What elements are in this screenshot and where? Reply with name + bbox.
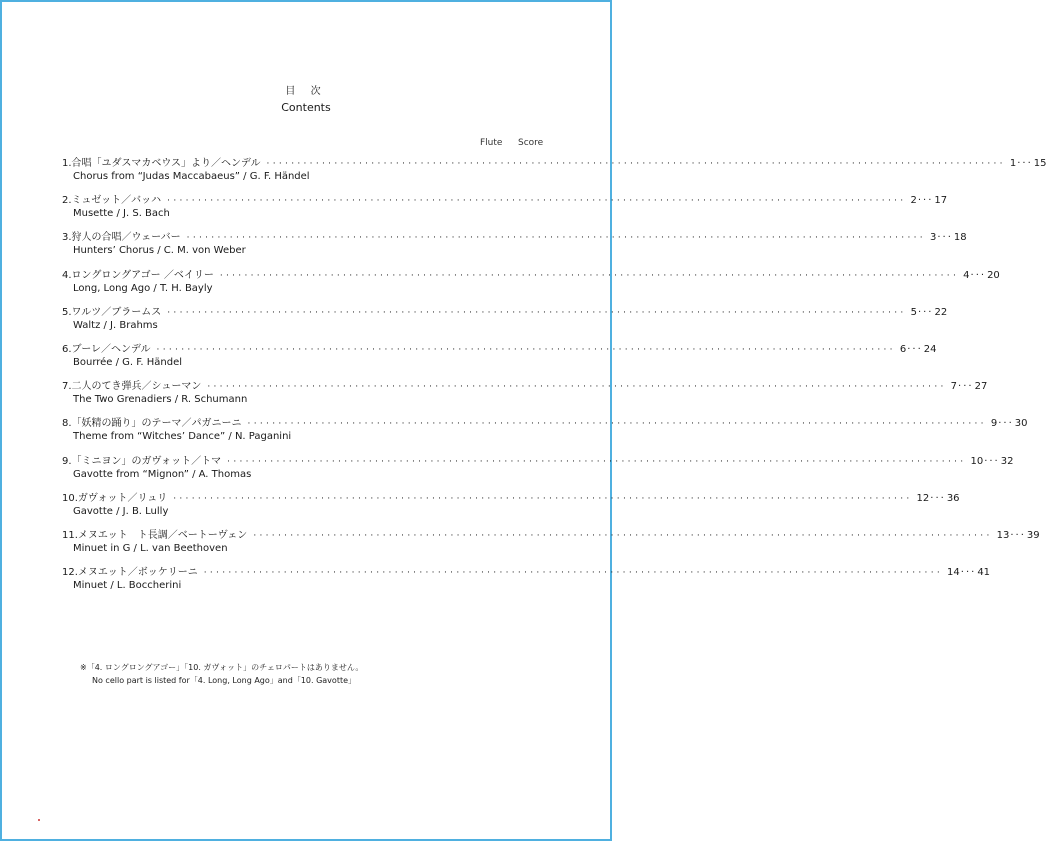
toc-entry[interactable] — [62, 377, 988, 414]
flute-page: 7 — [950, 381, 958, 393]
entry-title-english: Gavotte / J. B. Lully — [73, 505, 169, 517]
entry-pages: 12···36 — [916, 492, 960, 504]
entry-number: 1. — [62, 158, 72, 169]
entry-title-japanese: 二人のてき弾兵／シューマン — [71, 381, 202, 393]
footnote-english: No cello part is listed for「4. Long, Long Ago」and「10. Gavotte」 — [92, 676, 357, 685]
entry-title-english: Waltz / J. Brahms — [73, 319, 158, 331]
entry-pages: 2···17 — [910, 195, 948, 207]
flute-page: 12 — [916, 492, 930, 504]
dot-leader: ························································································································ — [203, 568, 944, 579]
flute-page: 10 — [970, 455, 984, 467]
dot-leader: ························································································································ — [167, 196, 907, 207]
flute-page: 2 — [910, 195, 917, 207]
entry-title-english: Minuet in G / L. van Beethoven — [73, 542, 228, 554]
dot-leader: ························································································································ — [173, 493, 913, 504]
dot-leader: ························································································································ — [227, 456, 967, 467]
page-title: Contents — [281, 101, 331, 114]
toc-entry[interactable] — [62, 303, 948, 340]
toc-entry[interactable] — [62, 563, 991, 600]
entry-number: 9. — [62, 455, 72, 467]
dot-leader: ························································································································ — [156, 344, 896, 355]
flute-page: 5 — [910, 306, 917, 318]
dot-leader: ························································································································ — [266, 159, 1006, 169]
entry-title-english: Bourrée / G. F. Händel — [73, 356, 183, 368]
entry-pages: 1···15 — [1009, 158, 1047, 169]
entry-pages: 9···30 — [990, 418, 1028, 430]
flute-page: 4 — [963, 269, 970, 281]
entry-title-japanese: ロングロングアゴー ／ベイリー — [71, 269, 214, 281]
entry-title-english: Theme from “Witches’ Dance” / N. Paganini — [73, 431, 292, 443]
toc-entry[interactable] — [62, 452, 1014, 489]
page-title-japanese: 目 次 — [285, 86, 327, 97]
entry-title-english: Long, Long Ago / T. H. Bayly — [73, 282, 213, 294]
flute-page: 9 — [990, 418, 998, 430]
dot-leader: ························································································································ — [219, 270, 960, 281]
score-page: 41 — [977, 567, 991, 579]
entry-title-japanese: メヌエット／ボッケリーニ — [77, 567, 198, 579]
entry-pages: 14···41 — [947, 567, 991, 579]
entry-number: 12. — [62, 567, 78, 579]
flute-page: 1 — [1009, 158, 1017, 169]
entry-title-english: The Two Grenadiers / R. Schumann — [73, 394, 248, 406]
entry-number: 8. — [62, 418, 72, 430]
score-page: 30 — [1014, 418, 1028, 430]
entry-title-japanese: 「妖精の踊り」のテーマ／パガニーニ — [71, 418, 242, 430]
entry-number: 11. — [62, 529, 78, 541]
column-header-score: Score — [518, 138, 544, 148]
entry-title-english: Minuet / L. Boccherini — [73, 580, 182, 592]
entry-title-japanese: ワルツ／ブラームス — [71, 306, 162, 318]
score-page: 15 — [1033, 158, 1047, 169]
entry-pages: 3···18 — [929, 232, 967, 244]
score-page: 20 — [987, 269, 1000, 281]
toc-entry[interactable] — [62, 154, 1047, 191]
entry-title-japanese: メヌエット ト長調／ベートーヴェン — [77, 529, 248, 541]
entry-title-english: Musette / J. S. Bach — [73, 208, 170, 220]
entry-pages: 13···39 — [996, 529, 1040, 541]
score-page: 17 — [934, 195, 948, 207]
entry-title-japanese: 合唱「ユダスマカベウス」より／ヘンデル — [71, 158, 261, 169]
dot-leader: ························································································································ — [207, 382, 947, 393]
entry-pages: 4···20 — [963, 269, 1000, 281]
entry-number: 10. — [62, 492, 78, 504]
score-page: 18 — [953, 232, 967, 244]
score-page: 27 — [974, 381, 988, 393]
dot-leader: ························································································································ — [247, 419, 987, 430]
entry-number: 2. — [62, 195, 72, 207]
toc-entry[interactable] — [62, 191, 948, 228]
toc-entry[interactable] — [62, 489, 960, 526]
entry-pages: 10···32 — [970, 455, 1014, 467]
flute-page: 14 — [947, 567, 960, 579]
dot-leader: ························································································································ — [167, 307, 907, 318]
entry-title-japanese: ガヴォット／リュリ — [77, 492, 168, 504]
footnote-japanese: ※「4. ロングロングアゴー」「10. ガヴォット」のチェロパートはありません。 — [80, 663, 364, 672]
entry-pages: 7···27 — [950, 381, 988, 393]
toc-entry[interactable] — [62, 414, 1028, 451]
entry-pages: 6···24 — [899, 343, 937, 355]
dot-leader: ························································································································ — [186, 233, 926, 244]
table-of-contents — [62, 154, 1047, 600]
toc-entry[interactable] — [62, 340, 937, 377]
flute-page: 3 — [929, 232, 937, 244]
flute-page: 6 — [899, 343, 907, 355]
score-page: 24 — [923, 343, 937, 355]
toc-entry[interactable] — [62, 228, 967, 265]
score-page: 22 — [934, 306, 948, 318]
entry-number: 4. — [62, 269, 72, 281]
toc-entry[interactable] — [62, 266, 1000, 303]
entry-title-english: Gavotte from “Mignon” / A. Thomas — [73, 468, 252, 480]
entry-title-english: Chorus from “Judas Maccabaeus” / G. F. Händel — [73, 171, 310, 182]
entry-title-japanese: 狩人の合唱／ウェーバー — [71, 232, 181, 244]
flute-page: 13 — [996, 529, 1010, 541]
entry-title-japanese: 「ミニヨン」のガヴォット／トマ — [71, 455, 222, 467]
score-page: 32 — [1000, 455, 1014, 467]
column-header-flute: Flute — [480, 138, 503, 148]
dot-leader: ························································································································ — [253, 530, 993, 541]
toc-entry[interactable] — [62, 526, 1040, 563]
entry-pages: 5···22 — [910, 306, 948, 318]
entry-title-english: Hunters’ Chorus / C. M. von Weber — [73, 245, 246, 257]
score-page: 39 — [1026, 529, 1040, 541]
footnote — [80, 661, 363, 687]
entry-number: 6. — [62, 343, 72, 355]
entry-number: 3. — [62, 232, 72, 244]
score-page: 36 — [946, 492, 960, 504]
entry-title-japanese: ブーレ／ヘンデル — [71, 343, 151, 355]
entry-number: 7. — [62, 381, 72, 393]
entry-title-japanese: ミュゼット／バッハ — [71, 195, 162, 207]
entry-number: 5. — [62, 306, 72, 318]
scan-speck — [38, 819, 40, 821]
